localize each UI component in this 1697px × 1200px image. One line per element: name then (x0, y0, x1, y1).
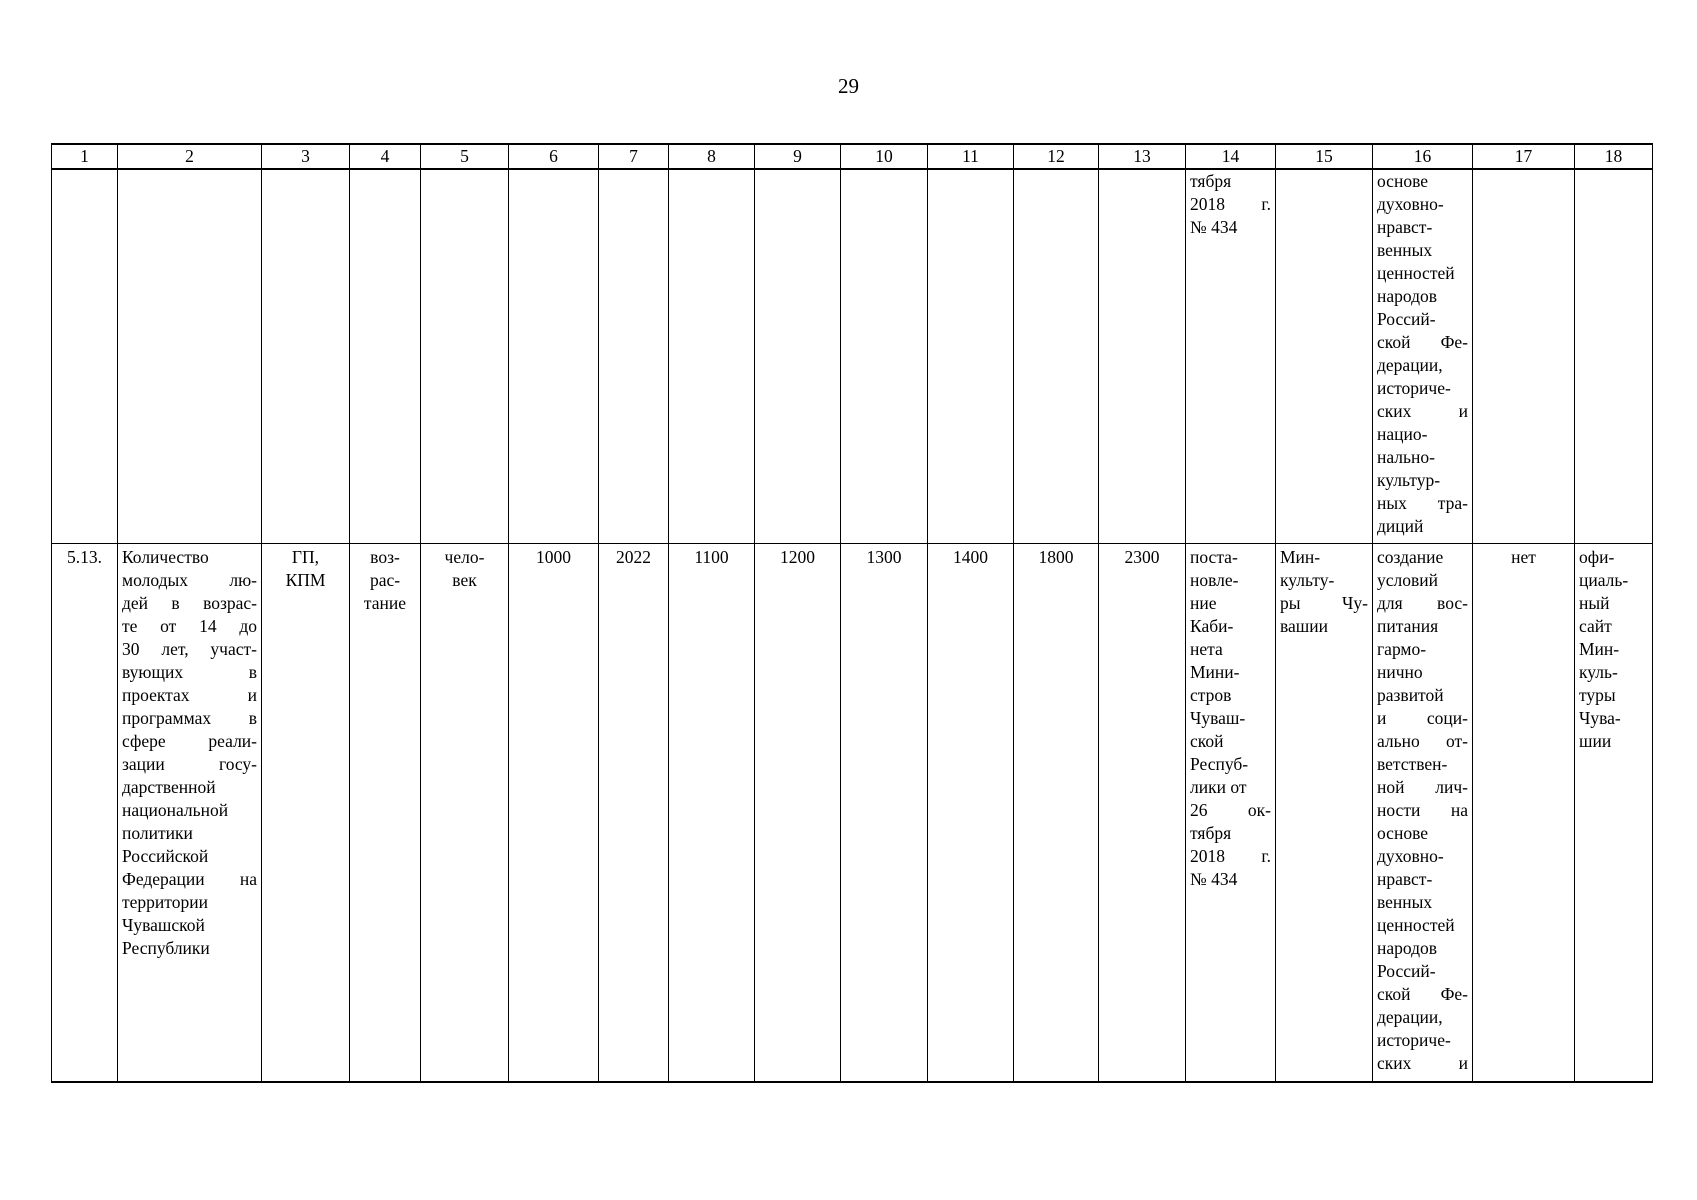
text-line: 2018 г. (1190, 194, 1271, 214)
text-line: нравст- (1377, 869, 1433, 889)
text-line: основе (1377, 171, 1428, 191)
text-line: ценностей (1377, 263, 1455, 283)
cell-value: 1200 (755, 544, 841, 1083)
text-line: офи- (1579, 547, 1615, 567)
cell-indicator (118, 544, 262, 1083)
text-line: Мин- (1280, 547, 1321, 567)
text-line: сфере реали- (122, 731, 257, 751)
text-line: проектах и (122, 685, 257, 705)
cell-value (928, 169, 1014, 544)
text-line: нацио- (1377, 424, 1428, 444)
cell-direction (350, 169, 421, 544)
text-line: венных (1377, 240, 1433, 260)
text-line: Каби- (1190, 616, 1234, 636)
text-line: 30 лет, участ- (122, 639, 257, 659)
text-line: и соци- (1377, 708, 1468, 728)
column-header: 16 (1373, 144, 1473, 169)
text-line: Респуб- (1190, 754, 1249, 774)
text-line: территории (122, 892, 208, 912)
column-header: 15 (1276, 144, 1373, 169)
cell-number: 5.13. (52, 544, 118, 1083)
text-line: политики (122, 823, 193, 843)
column-header: 10 (841, 144, 928, 169)
text-line: ры Чу- (1280, 593, 1368, 613)
cell-unit (421, 544, 509, 1083)
text-line: новле- (1190, 570, 1239, 590)
text-line: вующих в (122, 662, 257, 682)
column-header: 17 (1473, 144, 1575, 169)
text-line: ской Фе- (1377, 332, 1468, 352)
text-line: программах в (122, 708, 257, 728)
cell-type (262, 544, 350, 1083)
text-line: ной лич- (1377, 777, 1468, 797)
text-line: Мини- (1190, 662, 1240, 682)
column-header: 3 (262, 144, 350, 169)
text-line: духовно- (1377, 846, 1444, 866)
text-line: молодых лю- (122, 570, 257, 590)
cell-value (669, 169, 755, 544)
text-line: нравст- (1377, 217, 1433, 237)
text-line: ценностей (1377, 915, 1455, 935)
text-line: для вос- (1377, 593, 1468, 613)
text-line: ние (1190, 593, 1217, 613)
column-header: 1 (52, 144, 118, 169)
text-line: те от 14 до (122, 616, 257, 636)
text-line: № 434 (1190, 217, 1238, 237)
cell-note (1473, 169, 1575, 544)
text-line: Россий- (1377, 309, 1436, 329)
text-line: ально от- (1377, 731, 1468, 751)
text-line: шии (1579, 731, 1612, 751)
text-line: дерации, (1377, 1007, 1443, 1027)
text-line: тября (1190, 823, 1232, 843)
text-line: нично (1377, 662, 1423, 682)
cell-type (262, 169, 350, 544)
text-line: культу- (1280, 570, 1335, 590)
cell-goal (1373, 169, 1473, 544)
text-line: дей в возрас- (122, 593, 257, 613)
text-line: ской (1190, 731, 1224, 751)
text-line: ных тра- (1377, 493, 1468, 513)
text-line: поста- (1190, 547, 1238, 567)
text-line: национальной (122, 800, 229, 820)
text-line: диций (1377, 516, 1424, 536)
text-line: дерации, (1377, 355, 1443, 375)
text-line: основе (1377, 823, 1428, 843)
text-line: ветствен- (1377, 754, 1448, 774)
column-header: 14 (1186, 144, 1276, 169)
column-number-row (52, 144, 1653, 169)
text-line: Российской (122, 846, 209, 866)
text-line: Мин- (1579, 639, 1620, 659)
text-line: стров (1190, 685, 1232, 705)
text-line: условий (1377, 570, 1438, 590)
text-line: ГП, (291, 547, 320, 567)
cell-base-value: 1000 (509, 544, 599, 1083)
cell-responsible (1276, 169, 1373, 544)
column-header: 5 (421, 144, 509, 169)
text-line: ских и (1377, 401, 1468, 421)
text-line: рас- (369, 570, 401, 590)
text-line: тября (1190, 171, 1232, 191)
text-line: народов (1377, 938, 1438, 958)
text-line: дарственной (122, 777, 216, 797)
text-line: ный (1579, 593, 1610, 613)
text-line: чело- (444, 547, 485, 567)
text-line: гармо- (1377, 639, 1427, 659)
text-line: культур- (1377, 470, 1441, 490)
text-line: циаль- (1579, 570, 1629, 590)
cell-responsible (1276, 544, 1373, 1083)
text-line: Количество (122, 547, 209, 567)
cell-base-value (509, 169, 599, 544)
column-header: 7 (599, 144, 669, 169)
cell-base-year (599, 169, 669, 544)
text-line: Россий- (1377, 961, 1436, 981)
column-header: 18 (1575, 144, 1653, 169)
column-header: 9 (755, 144, 841, 169)
cell-value (841, 169, 928, 544)
text-line: нета (1190, 639, 1223, 659)
cell-value: 1100 (669, 544, 755, 1083)
text-line: духовно- (1377, 194, 1444, 214)
column-header: 13 (1099, 144, 1186, 169)
cell-value (1099, 169, 1186, 544)
cell-value: 1800 (1014, 544, 1099, 1083)
column-header: 4 (350, 144, 421, 169)
text-line: век (452, 570, 477, 590)
text-line: венных (1377, 892, 1433, 912)
column-header: 6 (509, 144, 599, 169)
text-line: сайт (1579, 616, 1612, 636)
cell-number (52, 169, 118, 544)
indicator-table (51, 143, 1653, 1083)
text-line: развитой (1377, 685, 1444, 705)
cell-document (1186, 544, 1276, 1083)
cell-value: 1400 (928, 544, 1014, 1083)
cell-note: нет (1473, 544, 1575, 1083)
text-line: Чувашской (122, 915, 205, 935)
table-row-continuation (52, 169, 1653, 544)
cell-value (755, 169, 841, 544)
text-line: народов (1377, 286, 1438, 306)
text-line: Республики (122, 938, 210, 958)
cell-document (1186, 169, 1276, 544)
column-header: 2 (118, 144, 262, 169)
text-line: ских и (1377, 1053, 1468, 1073)
text-line: вашии (1280, 616, 1329, 636)
cell-direction (350, 544, 421, 1083)
text-line: куль- (1579, 662, 1618, 682)
text-line: лики от (1190, 777, 1247, 797)
text-line: воз- (370, 547, 400, 567)
text-line: КПМ (285, 570, 326, 590)
text-line: ности на (1377, 800, 1468, 820)
text-line: Чуваш- (1190, 708, 1246, 728)
text-line: Федерации на (122, 869, 257, 889)
text-line: № 434 (1190, 869, 1238, 889)
table-row-5-13 (52, 544, 1653, 1083)
column-header: 8 (669, 144, 755, 169)
cell-value (1014, 169, 1099, 544)
column-header: 12 (1014, 144, 1099, 169)
text-line: питания (1377, 616, 1439, 636)
cell-base-year: 2022 (599, 544, 669, 1083)
text-line: нально- (1377, 447, 1435, 467)
text-line: историче- (1377, 378, 1451, 398)
column-header: 11 (928, 144, 1014, 169)
text-line: 26 ок- (1190, 800, 1271, 820)
cell-indicator (118, 169, 262, 544)
cell-value: 1300 (841, 544, 928, 1083)
text-line: историче- (1377, 1030, 1451, 1050)
cell-unit (421, 169, 509, 544)
text-line: 2018 г. (1190, 846, 1271, 866)
cell-source (1575, 544, 1653, 1083)
text-line: Чува- (1579, 708, 1621, 728)
page-number: 29 (838, 74, 859, 98)
text-line: тание (363, 593, 407, 613)
cell-source (1575, 169, 1653, 544)
cell-value: 2300 (1099, 544, 1186, 1083)
text-line: туры (1579, 685, 1616, 705)
text-line: ской Фе- (1377, 984, 1468, 1004)
text-line: создание (1377, 547, 1444, 567)
cell-goal (1373, 544, 1473, 1083)
text-line: зации госу- (122, 754, 257, 774)
